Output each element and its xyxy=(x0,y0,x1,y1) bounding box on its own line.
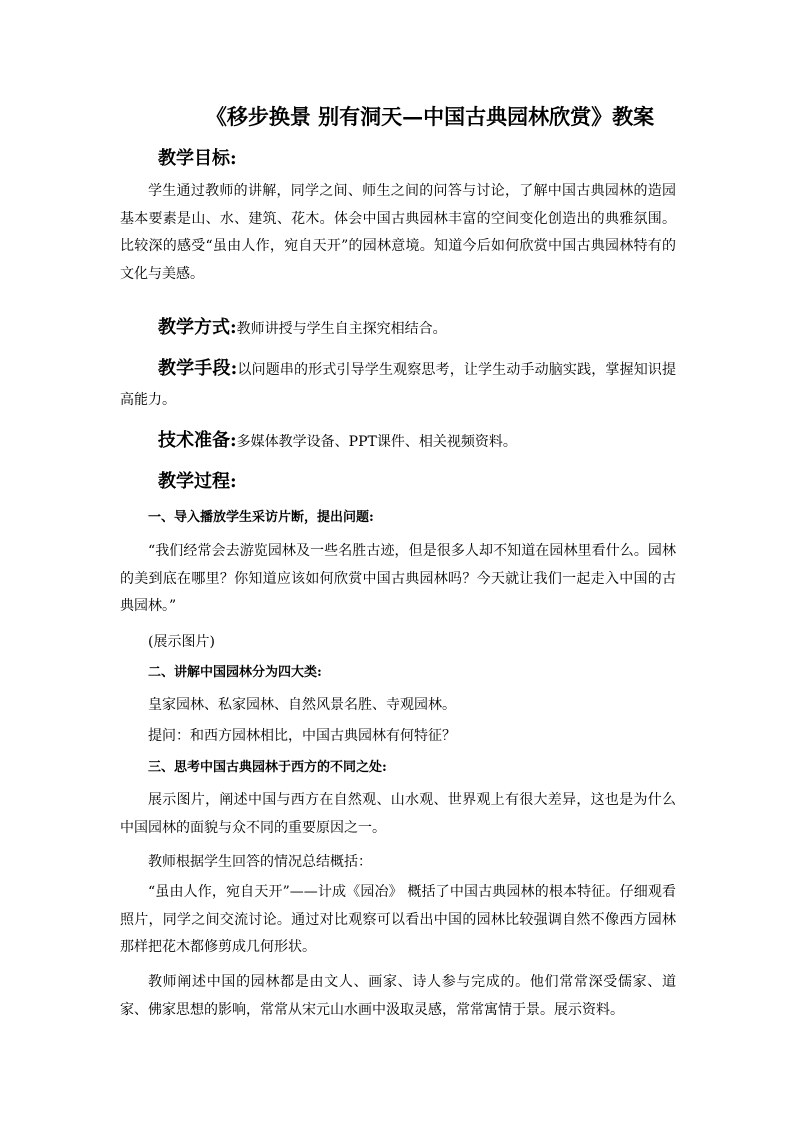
objectives-heading: 教学目标: xyxy=(158,148,237,169)
step1-quote: “我们经常会去游览园林及一些名胜古迹，但是很多人却不知道在园林里看什么。园林的美到底在哪里？你知道应该如何欣赏中国古典园林吗？今天就让我们一起走入中国的古典园林。” xyxy=(120,543,676,614)
method-label: 教学方式: xyxy=(158,317,237,338)
step3-p2: 教师根据学生回答的情况总结概括： xyxy=(148,854,372,870)
means-text: 以问题串的形式引导学生观察思考，让学生动手动脑实践，掌握知识提高能力。 xyxy=(120,362,676,408)
tech-text: 多媒体教学设备、PPT课件、相关视频资料。 xyxy=(236,434,517,450)
method-row xyxy=(120,314,676,344)
step3-p4: 教师阐述中国的园林都是由文人、画家、诗人参与完成的。他们常常深受儒家、道家、佛家思想的影响，常常从宋元山水画中汲取灵感，常常寓情于景。展示资料。 xyxy=(120,974,676,1018)
objectives-text: 学生通过教师的讲解，同学之间、师生之间的问答与讨论，了解中国古典园林的造园基本要素是山、水、建筑、花木。体会中国古典园林丰富的空间变化创造出的典雅氛围。比较深的感受“虽由人作，宛自天开”的园林意境。知道今后如何欣赏中国古典园林特有的文化与美感。 xyxy=(120,183,676,282)
step2-question: 提问：和西方园林相比，中国古典园林有何特征？ xyxy=(148,728,456,744)
step3-title: 三、思考中国古典园林于西方的不同之处: xyxy=(148,760,387,775)
tech-row xyxy=(120,427,676,457)
means-label: 教学手段: xyxy=(158,358,238,379)
step3-p3: “虽由人作，宛自天开”——计成《园冶》 概括了中国古典园林的根本特征。仔细观看照片，同学之间交流讨论。通过对比观察可以看出中国的园林比较强调自然不像西方园林那样把花木都修剪成几何形状。 xyxy=(120,884,676,955)
step2-types: 皇家园林、私家园林、自然风景名胜、寺观园林。 xyxy=(148,697,456,713)
process-heading: 教学过程: xyxy=(158,471,237,492)
method-text: 教师讲授与学生自主探究相结合。 xyxy=(236,321,447,337)
step3-p1: 展示图片，阐述中国与西方在自然观、山水观、世界观上有很大差异，这也是为什么中国园林的面貌与众不同的重要原因之一。 xyxy=(120,792,676,836)
means-row xyxy=(120,355,676,414)
step2-title: 二、讲解中国园林分为四大类: xyxy=(148,665,322,680)
step1-note: (展示图片) xyxy=(148,634,215,650)
tech-label: 技术准备: xyxy=(158,430,237,451)
step1-title: 一、导入播放学生采访片断，提出问题: xyxy=(148,510,374,525)
document-title: 《移步换景 别有洞天—中国古典园林欣赏》教案 xyxy=(205,104,655,129)
